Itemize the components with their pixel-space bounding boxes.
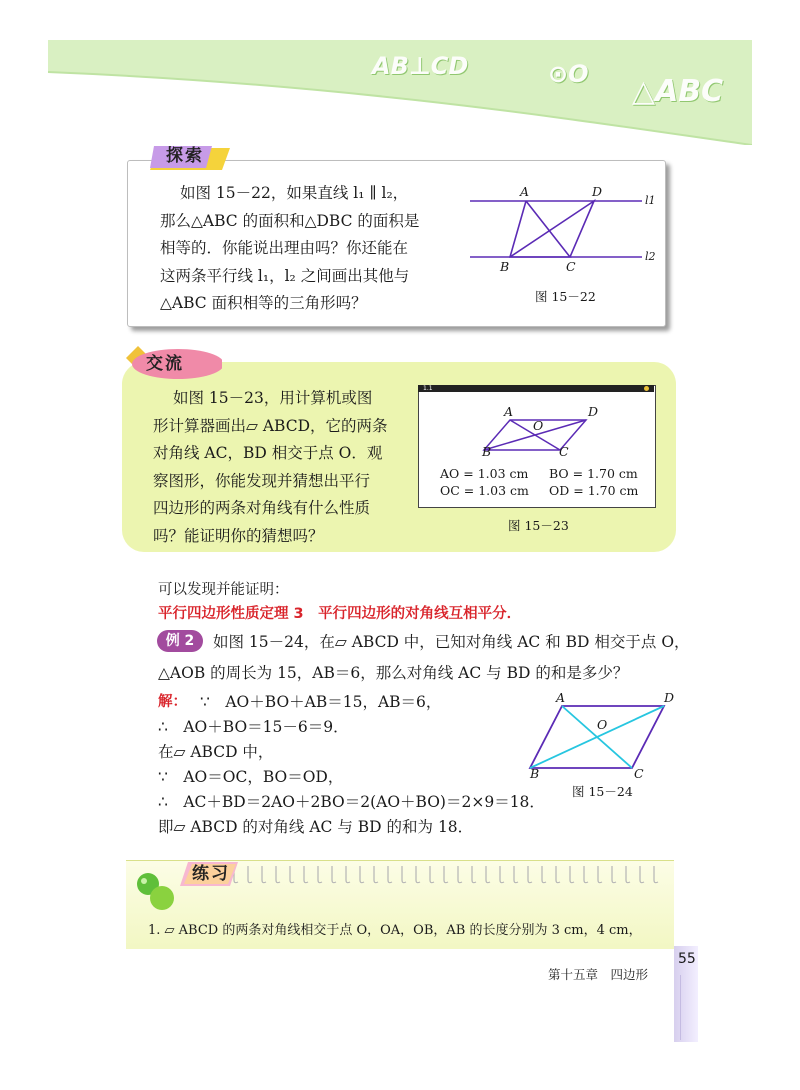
explore-line-3: 相等的．你能说出理由吗？你还能在: [160, 239, 409, 257]
fig22-label-d: D: [592, 184, 603, 199]
fig23-label-d: D: [588, 404, 599, 419]
exchange-line-3: 对角线 AC，BD 相交于点 O．观: [153, 444, 383, 462]
exchange-line-6: 吗？能证明你的猜想吗？: [153, 526, 324, 545]
fig23-label-c: C: [559, 444, 569, 459]
banner-symbol-triangle: △ABC: [632, 74, 724, 109]
banner-symbol-circle: ⊙O: [548, 60, 589, 88]
explore-line-4: 这两条平行线 l₁，l₂ 之间画出其他与: [160, 266, 410, 285]
measure-od: OD = 1.70 cm: [549, 483, 639, 498]
fig22-caption: 图 15－22: [535, 289, 596, 304]
fig22-label-c: C: [566, 259, 576, 274]
fig23-label-a: A: [504, 404, 514, 419]
calculator-tab-label: 1.1: [423, 385, 433, 392]
fig23-label-o: O: [533, 418, 544, 433]
fig22-label-b: B: [500, 259, 510, 274]
fig22-label-a: A: [520, 184, 530, 199]
explore-line-1: 如图 15－22，如果直线 l₁ ∥ l₂，: [180, 184, 409, 202]
practice-tick-marks: [216, 864, 668, 886]
explore-text: [160, 180, 419, 318]
exchange-line-2: 形计算器画出▱ ABCD，它的两条: [153, 416, 388, 435]
practice-tag: 练习: [192, 864, 230, 884]
solution-line-1: ∵ AO＋BO＋AB＝15，AB＝6，: [200, 693, 442, 711]
explore-tag: 探索: [166, 146, 204, 166]
exchange-line-4: 察图形，你能发现并猜想出平行: [153, 471, 371, 490]
fig23-caption: 图 15－23: [508, 518, 569, 533]
theorem-text: 平行四边形性质定理 3 平行四边形的对角线互相平分．: [158, 606, 522, 622]
figure-15-24: [528, 696, 678, 778]
exchange-tag: 交流: [146, 354, 184, 374]
fig24-label-c: C: [634, 766, 644, 781]
banner-symbol-perpendicular: AB⊥CD: [372, 52, 469, 80]
solution-label: 解：: [158, 694, 187, 710]
example-badge: 例 2: [157, 630, 203, 652]
explore-line-5: △ABC 面积相等的三角形吗？: [160, 294, 367, 312]
measure-ao: AO = 1.03 cm: [440, 466, 529, 481]
page-tab-rule: [680, 975, 681, 1040]
chapter-footer: 第十五章 四边形: [548, 967, 649, 982]
intro-text: 可以发现并能证明：: [158, 582, 289, 598]
calculator-tab-bar: [418, 385, 654, 392]
solution-line-5: ∴ AC＋BD＝2AO＋2BO＝2(AO＋BO)＝2×9＝18．: [158, 793, 545, 811]
explore-line-2: 那么△ABC 的面积和△DBC 的面积是: [160, 211, 420, 230]
exchange-text: [153, 385, 388, 550]
solution-line-4: ∵ AO＝OC，BO＝OD，: [158, 768, 344, 786]
example-line-1: 如图 15－24，在▱ ABCD 中，已知对角线 AC 和 BD 相交于点 O，: [213, 633, 690, 651]
solution-line-2: ∴ AO＋BO＝15－6＝9．: [158, 718, 349, 736]
fig24-caption: 图 15－24: [572, 784, 633, 799]
fig23-label-b: B: [482, 444, 492, 459]
fig24-label-a: A: [556, 690, 566, 705]
fig24-label-b: B: [530, 766, 540, 781]
fig24-label-o: O: [597, 717, 608, 732]
fig24-label-d: D: [664, 690, 675, 705]
practice-item-1: 1. ▱ ABCD 的两条对角线相交于点 O，OA，OB，AB 的长度分别为 3 cm，4 cm，: [148, 923, 642, 938]
exchange-line-5: 四边形的两条对角线有什么性质: [153, 499, 371, 517]
exchange-line-1: 如图 15－23，用计算机或图: [173, 389, 373, 407]
calculator-status-icon: [644, 386, 649, 391]
measure-oc: OC = 1.03 cm: [440, 483, 529, 498]
solution-line-3: 在▱ ABCD 中，: [158, 743, 274, 761]
fig22-label-l1: l1: [645, 194, 656, 207]
page-number: 55: [678, 951, 696, 967]
fig22-label-l2: l2: [645, 250, 656, 263]
measure-bo: BO = 1.70 cm: [549, 466, 638, 481]
example-line-2: △AOB 的周长为 15，AB＝6，那么对角线 AC 与 BD 的和是多少？: [158, 664, 629, 682]
solution-line-6: 即▱ ABCD 的对角线 AC 与 BD 的和为 18．: [158, 818, 474, 836]
figure-15-22: [466, 182, 662, 278]
practice-pin-icon: [128, 868, 182, 916]
